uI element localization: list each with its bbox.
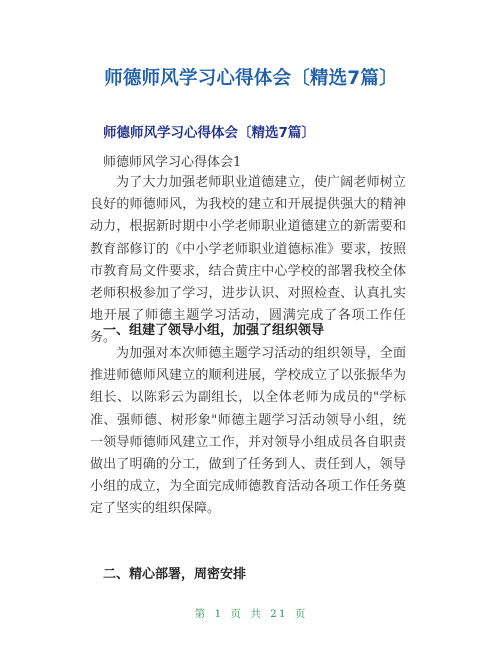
footer-total-pages: 21 <box>270 608 288 620</box>
paragraph-leadership: 为加强对本次师德主题学习活动的组织领导，全面推进师德师风建立的顺利进展，学校成立了以张振华为组长、以陈彩云为副组长，以全体老师为成员的"学标准、强师德、树形象"师德主题学习活动领导小组，统一领导师德师风建立工作，并对领导小组成员各自职责做出了明确的分工，做到了任务到人、责任到人，领导小组的成立，为全面完成师德教育活动各项工作任务奠定了坚实的组织保障。 <box>90 346 406 517</box>
article-subheading: 师德师风学习心得体会1 <box>103 155 242 170</box>
page-footer <box>0 606 502 621</box>
section-title: 师德师风学习心得体会〔精选7篇〕 <box>103 125 315 141</box>
paragraph-intro: 为了大力加强老师职业道德建立，使广阔老师树立良好的师德师风，为我校的建立和开展提供强大的精神动力，根据新时期中小学老师职业道德建立的新需要和教育部修订的《中小学老师职业道德标准》要求，按照市教育局文件要求，结合黄庄中心学校的部署我校全体老师积极参加了学习，进步认识、对照检查、认真扎实地开展了师德主题学习活动，圆满完成了各项工作任务。 <box>90 175 406 346</box>
footer-page-label: 第 <box>194 608 208 620</box>
footer-total-label: 共 <box>250 608 263 620</box>
footer-current-page: 1 <box>214 608 224 620</box>
heading-deployment: 二、精心部署，周密安排 <box>103 567 247 582</box>
footer-page-unit-2: 页 <box>294 608 308 620</box>
heading-leadership-group: 一、组建了领导小组，加强了组织领导 <box>103 323 325 338</box>
document-title: 师德师风学习心得体会〔精选7篇〕 <box>104 68 398 89</box>
footer-page-unit: 页 <box>230 608 243 620</box>
